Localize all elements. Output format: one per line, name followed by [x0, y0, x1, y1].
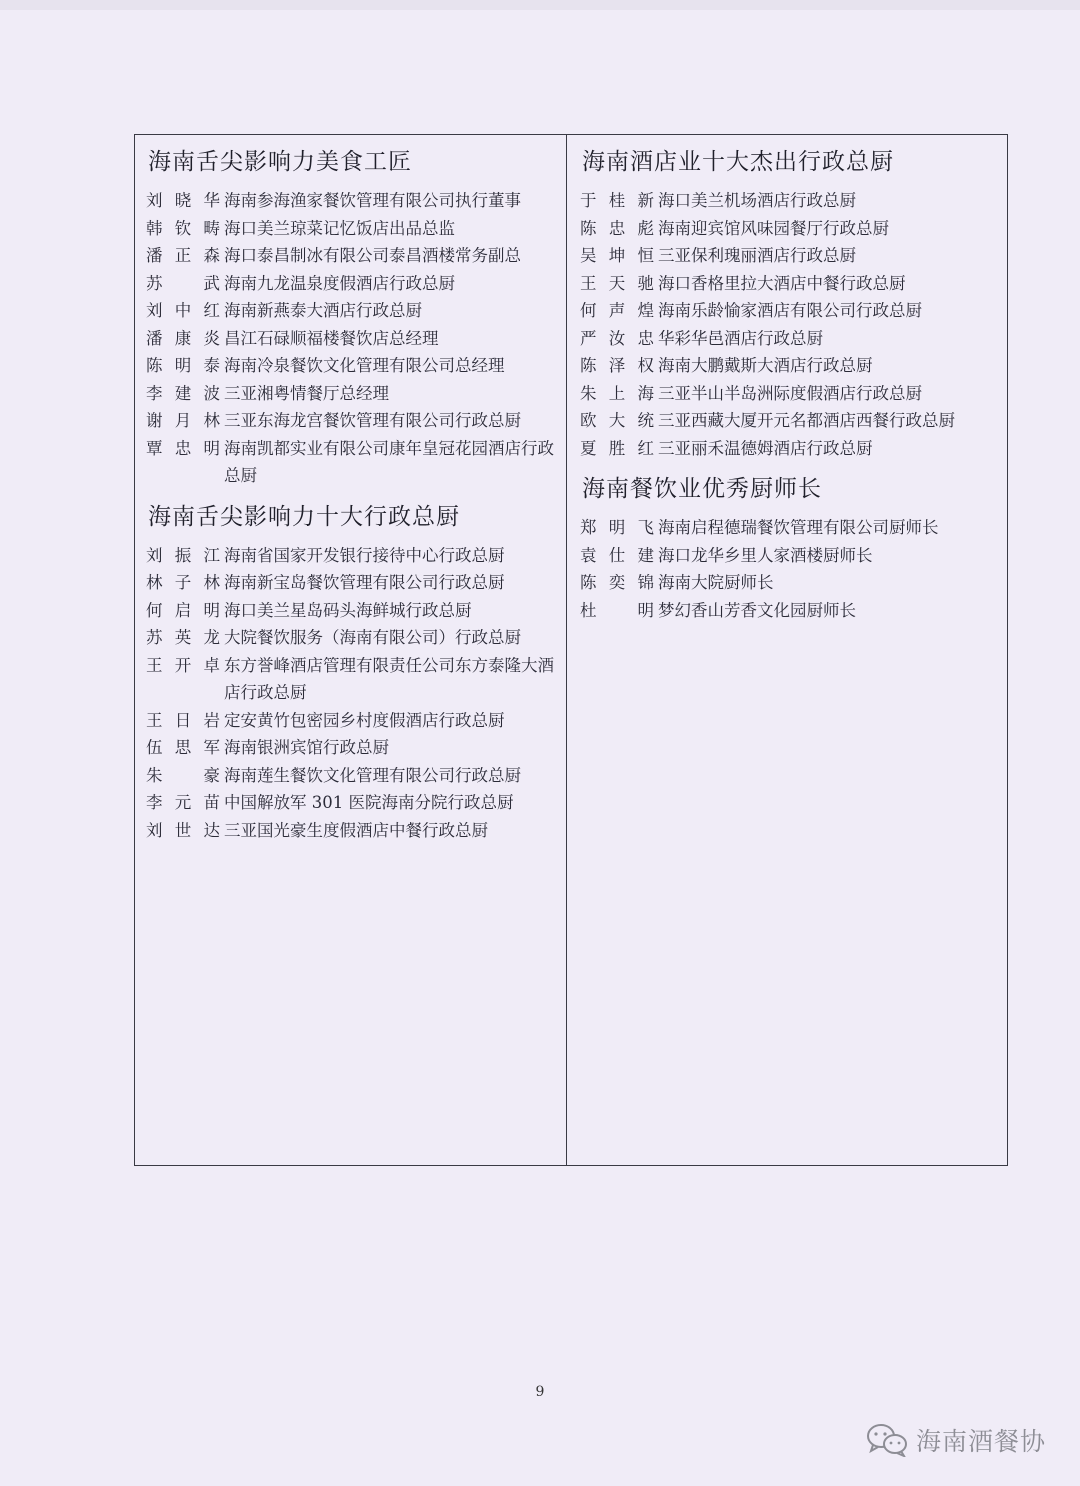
person-title: 定安黄竹包密园乡村度假酒店行政总厨	[224, 710, 505, 730]
person-name: 杜 明	[580, 600, 654, 620]
left-column	[146, 134, 562, 844]
person-name: 刘中红	[146, 301, 220, 320]
list-item	[146, 352, 562, 380]
person-title: 三亚东海龙宫餐饮管理有限公司行政总厨	[224, 411, 521, 430]
person-title: 三亚西藏大厦开元名都酒店西餐行政总厨	[658, 411, 955, 430]
list-item	[580, 407, 1004, 435]
list-item	[146, 297, 562, 325]
person-title: 海南乐龄愉家酒店有限公司行政总厨	[658, 301, 922, 320]
list-item	[580, 352, 1004, 380]
section-hotel-chefs	[580, 147, 1004, 462]
person-name: 潘康炎	[146, 328, 220, 348]
person-name: 韩钦畴	[146, 218, 220, 238]
person-name: 林子林	[146, 573, 220, 592]
person-title: 中国解放军 301 医院海南分院行政总厨	[224, 793, 514, 812]
person-name: 刘振江	[146, 545, 220, 565]
person-title: 海南冷泉餐饮文化管理有限公司总经理	[224, 356, 505, 375]
person-name: 何启明	[146, 600, 220, 620]
list-item	[146, 270, 562, 298]
person-name: 何声煌	[580, 301, 654, 320]
person-name: 王日岩	[146, 710, 220, 730]
person-name: 袁仕建	[580, 545, 654, 565]
list-item	[146, 789, 562, 817]
list-item	[146, 817, 562, 845]
list-item	[580, 569, 1004, 597]
section-head-chefs	[580, 474, 1004, 624]
person-title: 三亚国光豪生度假酒店中餐行政总厨	[224, 820, 488, 840]
person-name: 朱 豪	[146, 765, 220, 785]
list-item	[580, 297, 1004, 325]
person-title: 海南九龙温泉度假酒店行政总厨	[224, 273, 455, 293]
person-name: 刘晓华	[146, 191, 220, 210]
person-name: 李建波	[146, 383, 220, 403]
person-name: 王开卓	[146, 655, 220, 675]
person-title: 海南大院厨师长	[658, 573, 774, 592]
person-title: 海南莲生餐饮文化管理有限公司行政总厨	[224, 765, 521, 785]
person-title: 海口美兰机场酒店行政总厨	[658, 191, 856, 210]
person-title: 昌江石碌顺福楼餐饮店总经理	[224, 328, 439, 348]
list-item	[146, 624, 562, 652]
person-title: 海口香格里拉大酒店中餐行政总厨	[658, 273, 906, 293]
person-title: 海南新宝岛餐饮管理有限公司行政总厨	[224, 573, 505, 592]
person-title: 华彩华邑酒店行政总厨	[658, 328, 823, 348]
person-title: 海南凯都实业有限公司康年皇冠花园酒店行政总厨	[224, 438, 554, 485]
list-item	[146, 652, 562, 707]
page-top-edge	[0, 0, 1080, 10]
person-title: 海口美兰琼菜记忆饭店出品总监	[224, 218, 455, 238]
person-title: 海南大鹏戴斯大酒店行政总厨	[658, 356, 873, 375]
list-item	[146, 734, 562, 762]
person-name: 王天驰	[580, 273, 654, 293]
person-name: 李元苗	[146, 793, 220, 812]
person-name: 覃忠明	[146, 438, 220, 458]
person-title: 海口龙华乡里人家酒楼厨师长	[658, 545, 873, 565]
list-item	[580, 215, 1004, 243]
person-name: 于桂新	[580, 191, 654, 210]
list-item	[146, 569, 562, 597]
list-item	[580, 542, 1004, 570]
person-title: 大院餐饮服务（海南有限公司）行政总厨	[224, 628, 521, 647]
person-name: 刘世达	[146, 820, 220, 840]
list-item	[146, 325, 562, 353]
section-craftsmen	[146, 147, 562, 490]
section-title: 海南餐饮业优秀厨师长	[582, 476, 822, 502]
list-item	[146, 762, 562, 790]
person-title: 海口美兰星岛码头海鲜城行政总厨	[224, 600, 472, 620]
list-item	[580, 514, 1004, 542]
person-title: 海南启程德瑞餐饮管理有限公司厨师长	[658, 518, 939, 537]
page-number: 9	[535, 1384, 545, 1400]
person-title: 海口泰昌制冰有限公司泰昌酒楼常务副总	[224, 246, 521, 265]
list-item	[580, 380, 1004, 408]
list-item	[146, 435, 562, 490]
list-item	[146, 215, 562, 243]
person-title: 三亚保利瑰丽酒店行政总厨	[658, 246, 856, 265]
list-item	[146, 380, 562, 408]
section-top-ten-chefs	[146, 502, 562, 845]
list-item	[580, 597, 1004, 625]
section-title: 海南酒店业十大杰出行政总厨	[582, 149, 894, 175]
list-item	[580, 325, 1004, 353]
person-name: 夏胜红	[580, 438, 654, 458]
person-name: 陈奕锦	[580, 573, 654, 592]
person-title: 海南省国家开发银行接待中心行政总厨	[224, 545, 505, 565]
watermark	[866, 1422, 1046, 1458]
list-item	[580, 435, 1004, 463]
column-divider	[566, 134, 567, 1166]
right-column	[580, 134, 1004, 624]
list-item	[146, 597, 562, 625]
person-name: 吴坤恒	[580, 246, 654, 265]
wechat-icon	[866, 1423, 908, 1457]
person-name: 伍思军	[146, 738, 220, 757]
person-title: 海南参海渔家餐饮管理有限公司执行董事	[224, 191, 521, 210]
person-name: 陈泽权	[580, 356, 654, 375]
list-item	[146, 707, 562, 735]
person-title: 三亚半山半岛洲际度假酒店行政总厨	[658, 383, 922, 403]
person-title: 三亚丽禾温德姆酒店行政总厨	[658, 438, 873, 458]
list-item	[580, 270, 1004, 298]
person-name: 郑明飞	[580, 518, 654, 537]
list-item	[146, 542, 562, 570]
person-name: 潘正森	[146, 246, 220, 265]
watermark-text: 海南酒餐协	[915, 1427, 1046, 1456]
person-title: 海南迎宾馆风味园餐厅行政总厨	[658, 218, 889, 238]
list-item	[146, 187, 562, 215]
list-item	[146, 242, 562, 270]
person-title: 东方誉峰酒店管理有限责任公司东方泰隆大酒店行政总厨	[224, 655, 554, 702]
section-title: 海南舌尖影响力美食工匠	[148, 149, 412, 175]
list-item	[146, 407, 562, 435]
person-title: 海南新燕泰大酒店行政总厨	[224, 301, 422, 320]
list-item	[580, 187, 1004, 215]
person-name: 严汝忠	[580, 328, 654, 348]
person-name: 朱上海	[580, 383, 654, 403]
person-name: 陈忠彪	[580, 218, 654, 238]
person-name: 苏英龙	[146, 628, 220, 647]
person-name: 陈明泰	[146, 356, 220, 375]
person-name: 谢月林	[146, 411, 220, 430]
person-name: 苏 武	[146, 273, 220, 293]
person-title: 海南银洲宾馆行政总厨	[224, 738, 389, 757]
list-item	[580, 242, 1004, 270]
person-title: 三亚湘粤情餐厅总经理	[224, 383, 389, 403]
section-title: 海南舌尖影响力十大行政总厨	[148, 503, 460, 530]
person-name: 欧大统	[580, 411, 654, 430]
person-title: 梦幻香山芳香文化园厨师长	[658, 600, 856, 620]
